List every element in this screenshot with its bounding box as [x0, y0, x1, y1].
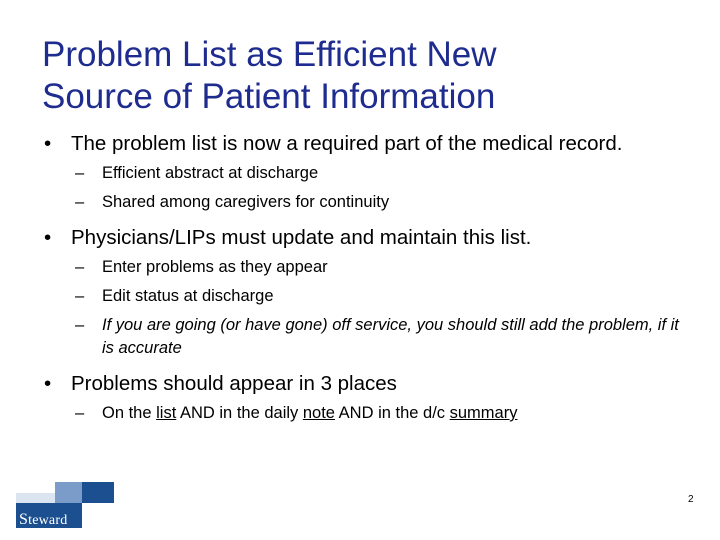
- bullet-marker: •: [44, 372, 52, 395]
- sub-bullet-2-3-text: If you are going (or have gone) off service, you should still add the problem, if it is accurate: [102, 316, 679, 357]
- list-word: list: [156, 404, 177, 422]
- dash-marker: –: [75, 193, 85, 211]
- bullet-marker: •: [44, 132, 52, 155]
- logo-first-letter: S: [19, 511, 29, 528]
- bullet-2-text: Physicians/LIPs must update and maintain this list.: [71, 226, 532, 249]
- dash-marker: –: [75, 258, 85, 276]
- slide-body: [44, 130, 684, 431]
- bullet-2: [44, 224, 684, 252]
- text-and-dc: AND in the d/c: [334, 404, 450, 422]
- dash-marker: –: [75, 164, 85, 182]
- sub-bullet-2-1-text: Enter problems as they appear: [102, 258, 328, 276]
- bullet-1: [44, 130, 684, 158]
- summary-word: summary: [449, 404, 518, 422]
- logo-rest: teward: [28, 513, 68, 528]
- dash-marker: –: [75, 316, 85, 334]
- bullet-3-text: Problems should appear in 3 places: [71, 372, 397, 395]
- text-and-daily: AND in the daily: [176, 404, 303, 422]
- sub-bullet-2-1: [44, 256, 684, 279]
- sub-bullet-1-2: [44, 191, 684, 214]
- sub-bullet-3-1: [44, 402, 684, 425]
- bullet-1-text: The problem list is now a required part of the medical record.: [71, 132, 623, 155]
- bullet-3: [44, 370, 684, 398]
- sub-bullet-1-1-text: Efficient abstract at discharge: [102, 164, 319, 182]
- text-on-the: On the: [102, 404, 157, 422]
- logo-wordmark: [19, 511, 67, 529]
- title-line-1: Problem List as Efficient New: [42, 35, 497, 74]
- sub-bullet-1-1: [44, 162, 684, 185]
- sub-bullet-1-2-text: Shared among caregivers for continuity: [102, 193, 390, 211]
- sub-bullet-2-2-text: Edit status at discharge: [102, 287, 274, 305]
- dash-marker: –: [75, 287, 85, 305]
- dash-marker: –: [75, 404, 85, 422]
- note-word: note: [302, 404, 335, 422]
- page-number: 2: [688, 494, 694, 505]
- bullet-marker: •: [44, 226, 52, 249]
- sub-bullet-2-3: [44, 314, 684, 360]
- title-line-2: Source of Patient Information: [42, 77, 496, 116]
- sub-bullet-3-1-text: [102, 404, 517, 422]
- sub-bullet-2-2: [44, 285, 684, 308]
- logo-dark-corner: [82, 482, 114, 503]
- slide-title: [42, 34, 682, 118]
